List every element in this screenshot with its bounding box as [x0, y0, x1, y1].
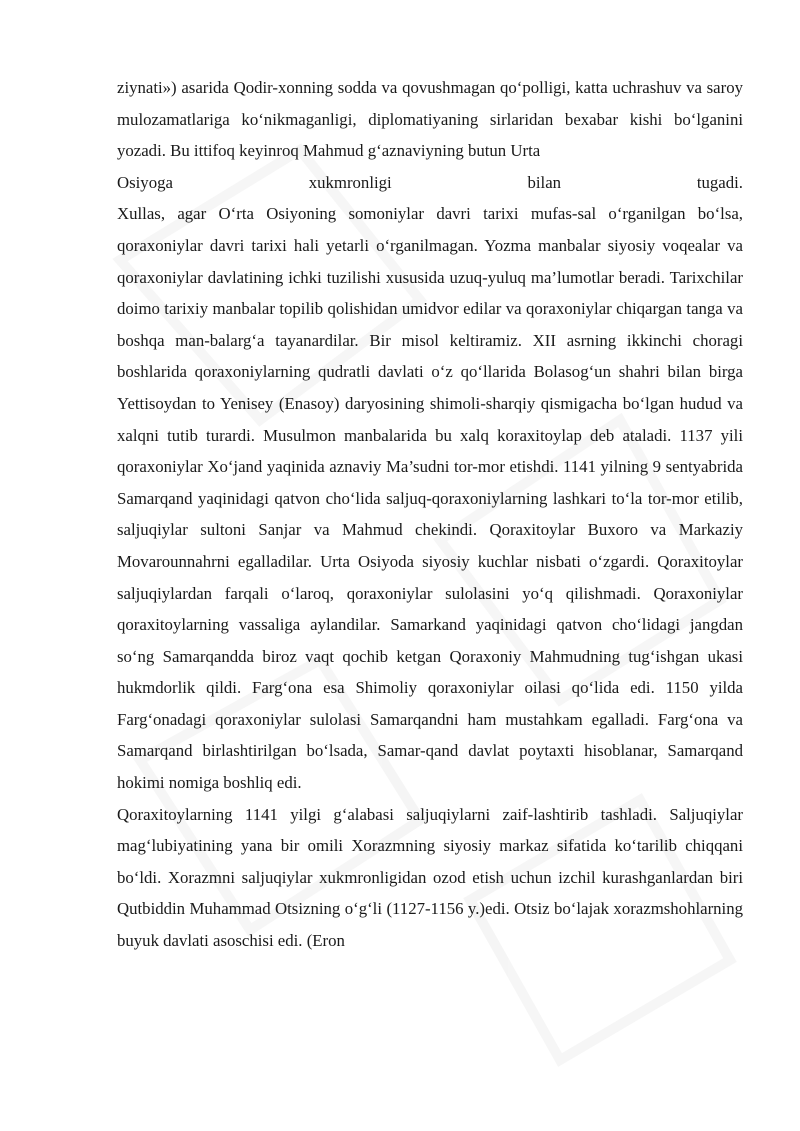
paragraph-1	[117, 72, 743, 198]
word: xukmronligi	[308, 172, 392, 192]
paragraph-3-body: Qoraxitoylarning 1141 yilgi g‘alabasi saljuqiylarni zaif-lashtirib tashladi. Saljuqiylar mag‘lubiyatining yana bir omili Xorazmning siyosiy markaz sifatida ko‘tarilib chiqqani bo‘ldi. Xorazmni saljuqiylar xukmronligidan ozod etish uchun izchil kurashganlardan biri Qutbiddin Muhammad Otsizning o‘g‘li (1127-1156 y.)edi. Otsiz bo‘lajak xorazmshohlarning buyuk davlati asoschisi edi. (Eron	[117, 804, 743, 951]
paragraph-3	[117, 799, 743, 957]
document-page	[117, 72, 743, 957]
word: tugadi.	[696, 172, 743, 192]
paragraph-2	[117, 198, 743, 798]
paragraph-2-body: Xullas, agar O‘rta Osiyoning somoniylar davri tarixi mufas-sal o‘rganilgan bo‘lsa, qoraxoniylar davri tarixi hali yetarli o‘rganilmagan. Yozma manbalar siyosiy voqealar va qoraxoniylar davlatining ichki tuzilishi xususida uzuq-yuluq ma’lumotlar beradi. Tarixchilar doimo tarixiy manbalar topilib qolishidan umidvor edilar va qoraxoniylar chiqargan tanga va boshqa man-balarg‘a tayanardilar. Bir misol keltiramiz. XII asrning ikkinchi choragi boshlarida qoraxoniylarning qudratli davlati o‘z qo‘llarida Bolasog‘un shahri bilan birga Yettisoydan to Yenisey (Enasoy) daryosining shimoli-sharqiy qismigacha bo‘lgan hudud va xalqni tutib turardi. Musulmon manbalarida bu xalq koraxitoylap deb ataladi. 1137 yili qoraxoniylar Xo‘jand yaqinida aznaviy Ma’sudni tor-mor etishdi. 1141 yilning 9 sentyabrida Samarqand yaqinidagi qatvon cho‘lida saljuq-qoraxoniylarning lashkari to‘la tor-mor etilib, saljuqiylar sultoni Sanjar va Mahmud chekindi. Qoraxitoylar Buxoro va Markaziy Movarounnahrni egalladilar. Urta Osiyoda siyosiy kuchlar nisbati o‘zgardi. Qoraxitoylar saljuqiylardan farqali o‘laroq, qoraxoniylar sulolasini yo‘q qilishmadi. Qoraxoniylar qoraxitoylarning vassaliga aylandilar. Samarkand yaqinidagi qatvon cho‘lidagi jangdan so‘ng Samarqandda biroz vaqt qochib ketgan Qoraxoniy Mahmudning tug‘ishgan ukasi hukmdorlik qildi. Farg‘ona esa Shimoliy qoraxoniylar oilasi qo‘lida edi. 1150 yilda Farg‘onadagi qoraxoniylar sulolasi Samarqandni ham mustahkam egalladi. Farg‘ona va Samarqand birlashtirilgan bo‘lsada, Samar-qand davlat poytaxti hisoblanar, Samarqand hokimi nomiga boshliq edi.	[117, 204, 743, 793]
paragraph-1-body: ziynati») asarida Qodir-xonning sodda va qovushmagan qo‘polligi, katta uchrashuv va saroy mulozamatlariga ko‘nikmaganligi, diplomatiyaning sirlaridan bexabar kishi bo‘lganini yozadi. Bu ittifoq keyinroq Mahmud g‘aznaviyning butun Urta	[117, 78, 743, 161]
word: bilan	[527, 172, 562, 192]
word: Osiyoga	[117, 172, 173, 192]
paragraph-1-last-line	[117, 167, 743, 199]
